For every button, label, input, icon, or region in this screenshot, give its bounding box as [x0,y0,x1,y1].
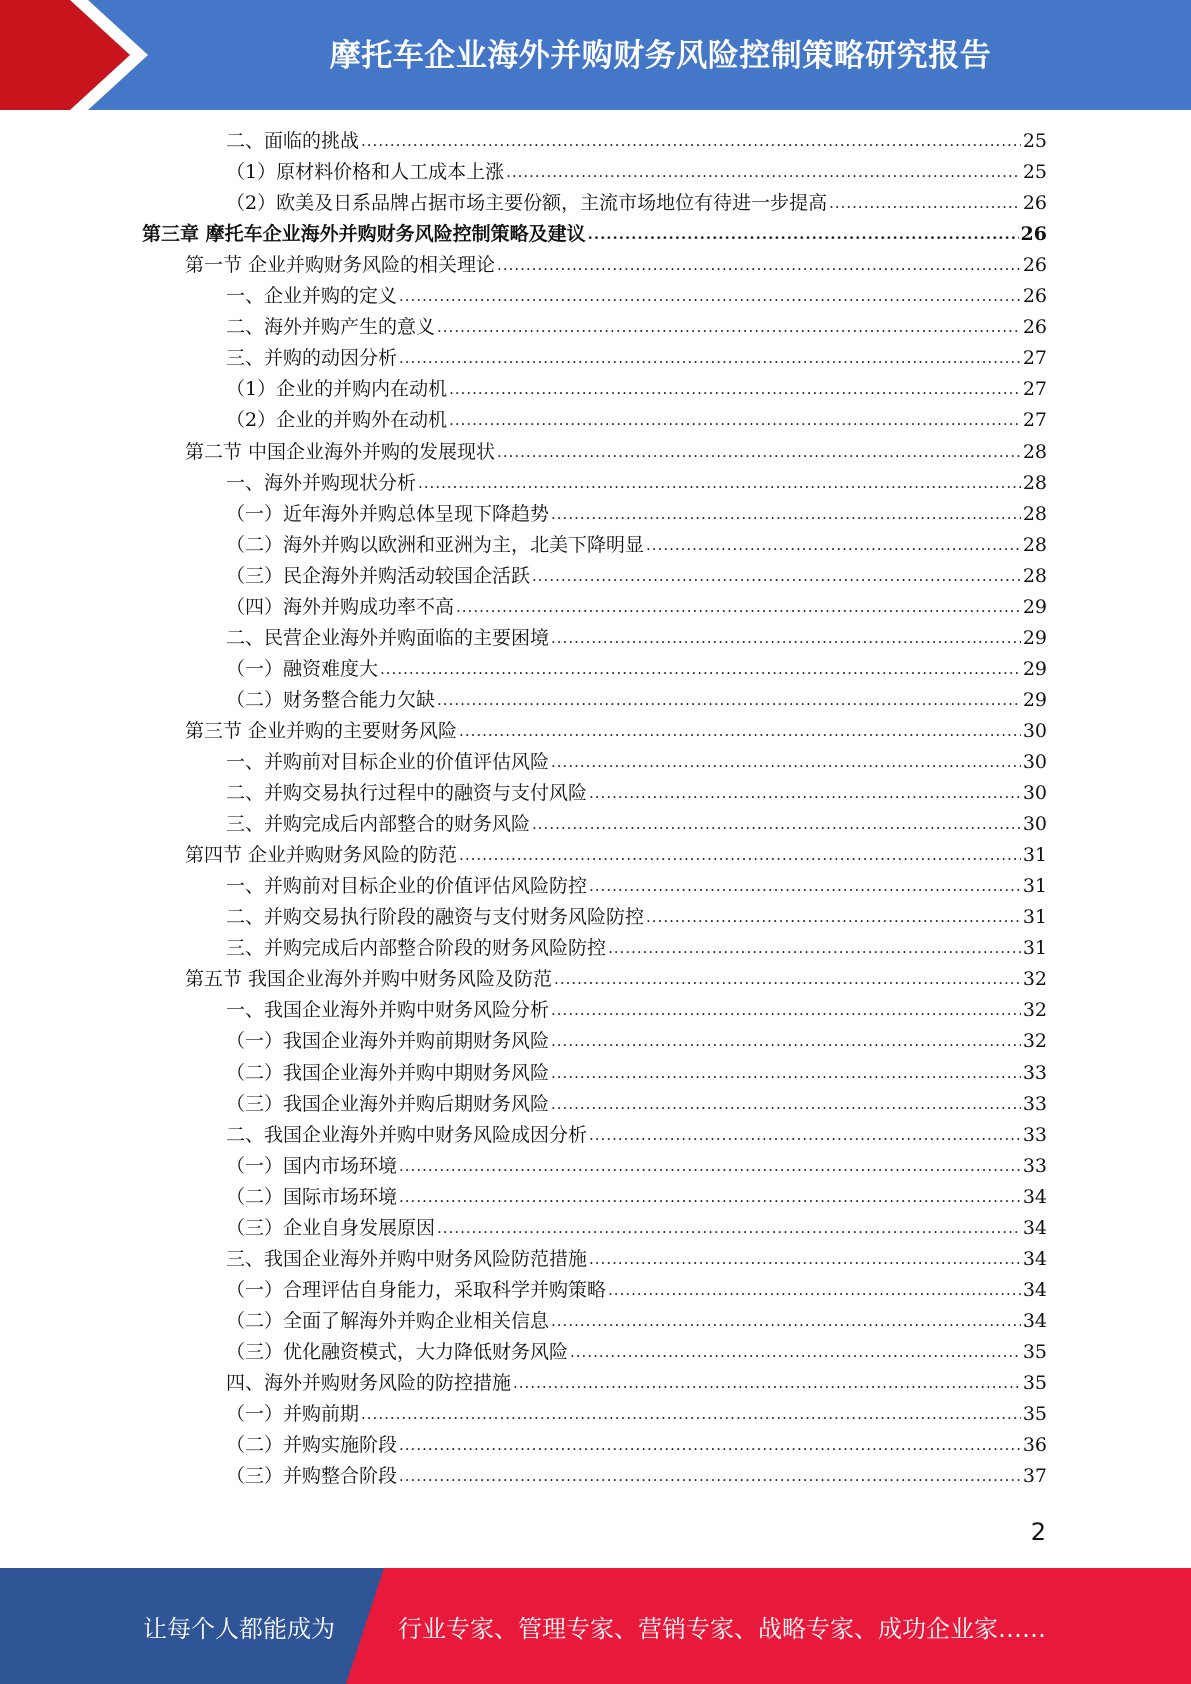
toc-entry[interactable] [185,437,1047,468]
toc-leader-dots [449,405,1021,436]
toc-entry-page: 32 [1022,968,1047,990]
toc-entry-label: 第四节 企业并购财务风险的防范 [185,844,458,866]
footer-slogan-left: 让每个人都能成为 [143,1614,335,1643]
toc-leader-dots [551,1089,1021,1120]
toc-leader-dots [551,499,1021,530]
toc-entry-page: 26 [1022,192,1047,214]
toc-entry-page: 33 [1022,1155,1047,1177]
toc-leader-dots [551,995,1021,1026]
toc-entry-label: （2）企业的并购外在动机 [226,409,448,431]
toc-entry-label: （一）国内市场环境 [226,1155,398,1177]
toc-entry-label: 二、民营企业海外并购面临的主要困境 [226,627,550,649]
toc-entry-page: 29 [1022,689,1047,711]
toc-entry[interactable] [226,188,1047,219]
toc-entry-page: 29 [1022,627,1047,649]
toc-entry-page: 30 [1022,813,1047,835]
toc-entry-label: （四）海外并购成功率不高 [226,596,455,618]
toc-leader-dots [589,1244,1021,1275]
toc-leader-dots [513,1368,1021,1399]
toc-entry-page: 28 [1022,441,1047,463]
toc-leader-dots [608,933,1021,964]
toc-entry[interactable] [226,1275,1047,1306]
toc-entry-label: 第二节 中国企业海外并购的发展现状 [185,441,496,463]
toc-leader-dots [399,281,1021,312]
toc-entry-page: 27 [1022,347,1047,369]
toc-entry[interactable] [226,1213,1047,1244]
toc-leader-dots [449,374,1021,405]
toc-leader-dots [551,623,1021,654]
toc-entry[interactable] [226,1151,1047,1182]
toc-entry-page: 26 [1022,316,1047,338]
toc-entry-label: （二）我国企业海外并购中期财务风险 [226,1062,550,1084]
toc-entry[interactable] [185,840,1047,871]
toc-entry-page: 34 [1022,1248,1047,1270]
toc-leader-dots [551,1058,1021,1089]
toc-entry[interactable] [185,716,1047,747]
toc-entry[interactable] [226,1368,1047,1399]
toc-leader-dots [551,747,1021,778]
toc-leader-dots [437,1213,1021,1244]
footer-slogan-right: 行业专家、管理专家、营销专家、战略专家、成功企业家…… [398,1614,1046,1643]
toc-entry-page: 28 [1022,503,1047,525]
toc-entry-label: （1）企业的并购内在动机 [226,378,448,400]
toc-entry[interactable] [226,530,1047,561]
toc-entry[interactable] [226,902,1047,933]
toc-leader-dots [497,250,1021,281]
toc-leader-dots [588,219,1019,250]
toc-entry-label: 第三节 企业并购的主要财务风险 [185,720,458,742]
toc-leader-dots [456,592,1021,623]
toc-entry[interactable] [226,809,1047,840]
toc-entry[interactable] [226,1430,1047,1461]
toc-leader-dots [418,468,1021,499]
toc-entry-page: 34 [1022,1279,1047,1301]
toc-entry-page: 25 [1022,130,1047,152]
document-title: 摩托车企业海外并购财务风险控制策略研究报告 [329,37,992,74]
toc-entry-label: （一）并购前期 [226,1403,360,1425]
toc-entry-page: 32 [1022,999,1047,1021]
toc-entry-label: （2）欧美及日系品牌占据市场主要份额，主流市场地位有待进一步提高 [226,192,828,214]
toc-entry-page: 31 [1022,875,1047,897]
toc-entry-label: 三、并购完成后内部整合阶段的财务风险防控 [226,937,607,959]
toc-entry-page: 29 [1022,658,1047,680]
toc-entry[interactable] [226,1461,1047,1492]
toc-entry-page: 31 [1022,844,1047,866]
toc-leader-dots [646,530,1021,561]
toc-entry-page: 26 [1020,223,1047,245]
toc-leader-dots [532,809,1021,840]
toc-entry[interactable] [226,1337,1047,1368]
toc-entry-label: 四、海外并购财务风险的防控措施 [226,1372,512,1394]
toc-entry-label: 二、面临的挑战 [226,130,360,152]
toc-entry[interactable] [226,1244,1047,1275]
toc-entry[interactable] [226,1026,1047,1057]
toc-entry[interactable] [226,374,1047,405]
toc-entry-label: （1）原材料价格和人工成本上涨 [226,161,505,183]
toc-leader-dots [437,685,1021,716]
toc-entry[interactable] [226,126,1047,157]
toc-leader-dots [589,778,1021,809]
toc-entry-label: （一）我国企业海外并购前期财务风险 [226,1030,550,1052]
toc-leader-dots [646,902,1021,933]
toc-entry[interactable] [185,964,1047,995]
toc-entry-label: （二）国际市场环境 [226,1186,398,1208]
toc-entry-label: 二、海外并购产生的意义 [226,316,436,338]
toc-entry-page: 28 [1022,472,1047,494]
toc-entry-page: 26 [1022,254,1047,276]
toc-entry-page: 32 [1022,1030,1047,1052]
toc-entry-label: 三、并购的动因分析 [226,347,398,369]
toc-entry[interactable] [142,219,1047,250]
toc-leader-dots [361,126,1021,157]
toc-entry-label: （三）我国企业海外并购后期财务风险 [226,1093,550,1115]
toc-entry-page: 29 [1022,596,1047,618]
toc-entry-label: （三）民企海外并购活动较国企活跃 [226,565,531,587]
toc-entry[interactable] [226,157,1047,188]
toc-entry[interactable] [226,933,1047,964]
toc-leader-dots [532,561,1021,592]
toc-entry-page: 35 [1022,1341,1047,1363]
toc-entry-label: （一）合理评估自身能力，采取科学并购策略 [226,1279,607,1301]
toc-leader-dots [399,1151,1021,1182]
toc-entry-page: 33 [1022,1093,1047,1115]
toc-entry-page: 28 [1022,565,1047,587]
page-header [0,0,1191,110]
toc-entry[interactable] [226,995,1047,1026]
toc-entry-label: （二）并购实施阶段 [226,1434,398,1456]
toc-entry[interactable] [226,499,1047,530]
toc-entry-label: 一、并购前对目标企业的价值评估风险防控 [226,875,588,897]
toc-leader-dots [589,1120,1021,1151]
toc-entry-label: （三）企业自身发展原因 [226,1217,436,1239]
toc-entry[interactable] [226,747,1047,778]
toc-entry-page: 35 [1022,1403,1047,1425]
page-number: 2 [1030,1518,1046,1546]
toc-entry[interactable] [226,312,1047,343]
toc-entry[interactable] [226,1120,1047,1151]
toc-entry-page: 25 [1022,161,1047,183]
toc-leader-dots [437,312,1021,343]
toc-entry-page: 36 [1022,1434,1047,1456]
toc-entry[interactable] [226,281,1047,312]
toc-entry-page: 30 [1022,720,1047,742]
toc-entry-label: 第五节 我国企业海外并购中财务风险及防范 [185,968,553,990]
toc-entry-page: 34 [1022,1186,1047,1208]
toc-entry[interactable] [226,685,1047,716]
toc-leader-dots [361,1399,1021,1430]
toc-entry-label: 二、并购交易执行过程中的融资与支付风险 [226,782,588,804]
toc-entry[interactable] [226,654,1047,685]
toc-entry-page: 31 [1022,906,1047,928]
toc-entry[interactable] [226,592,1047,623]
toc-entry-page: 26 [1022,285,1047,307]
toc-entry-page: 34 [1022,1217,1047,1239]
toc-entry-label: （三）优化融资模式，大力降低财务风险 [226,1341,569,1363]
toc-entry-label: 二、并购交易执行阶段的融资与支付财务风险防控 [226,906,645,928]
toc-leader-dots [497,437,1021,468]
toc-leader-dots [551,1306,1021,1337]
page-footer [0,1568,1191,1684]
toc-leader-dots [570,1337,1021,1368]
toc-entry[interactable] [226,1182,1047,1213]
toc-entry-label: 三、我国企业海外并购中财务风险防范措施 [226,1248,588,1270]
toc-entry-label: （二）全面了解海外并购企业相关信息 [226,1310,550,1332]
toc-entry-page: 30 [1022,751,1047,773]
toc-entry-label: 一、我国企业海外并购中财务风险分析 [226,999,550,1021]
toc-entry-label: 一、并购前对目标企业的价值评估风险 [226,751,550,773]
toc-entry-page: 33 [1022,1062,1047,1084]
toc-entry-page: 34 [1022,1310,1047,1332]
toc-entry-label: 第一节 企业并购财务风险的相关理论 [185,254,496,276]
toc-leader-dots [554,964,1021,995]
toc-entry-label: （一）融资难度大 [226,658,379,680]
toc-leader-dots [829,188,1021,219]
toc-leader-dots [399,1182,1021,1213]
toc-leader-dots [459,716,1021,747]
toc-entry-page: 27 [1022,378,1047,400]
toc-entry-page: 31 [1022,937,1047,959]
toc-entry[interactable] [226,1089,1047,1120]
toc-entry[interactable] [226,1058,1047,1089]
toc-entry-label: 二、我国企业海外并购中财务风险成因分析 [226,1124,588,1146]
toc-entry-label: 第三章 摩托车企业海外并购财务风险控制策略及建议 [142,223,586,245]
toc-entry-page: 35 [1022,1372,1047,1394]
toc-leader-dots [608,1275,1021,1306]
toc-leader-dots [380,654,1021,685]
toc-leader-dots [589,871,1021,902]
toc-entry[interactable] [185,250,1047,281]
toc-entry-label: （二）财务整合能力欠缺 [226,689,436,711]
toc-entry-label: 一、海外并购现状分析 [226,472,417,494]
toc-entry[interactable] [226,871,1047,902]
toc-entry[interactable] [226,1399,1047,1430]
toc-entry-page: 28 [1022,534,1047,556]
toc-entry[interactable] [226,623,1047,654]
toc-entry-page: 33 [1022,1124,1047,1146]
toc-entry-label: 三、并购完成后内部整合的财务风险 [226,813,531,835]
toc-entry[interactable] [226,1306,1047,1337]
toc-entry[interactable] [226,468,1047,499]
toc-entry-label: （一）近年海外并购总体呈现下降趋势 [226,503,550,525]
toc-entry[interactable] [226,405,1047,436]
toc-entry-page: 30 [1022,782,1047,804]
toc-entry-page: 27 [1022,409,1047,431]
toc-entry[interactable] [226,561,1047,592]
toc-leader-dots [459,840,1021,871]
toc-leader-dots [399,343,1021,374]
toc-leader-dots [399,1430,1021,1461]
toc-leader-dots [506,157,1021,188]
toc-entry-label: 一、企业并购的定义 [226,285,398,307]
toc-leader-dots [551,1026,1021,1057]
toc-entry[interactable] [226,778,1047,809]
toc-entry[interactable] [226,343,1047,374]
toc-entry-label: （二）海外并购以欧洲和亚洲为主，北美下降明显 [226,534,645,556]
toc-leader-dots [399,1461,1021,1492]
toc-entry-label: （三）并购整合阶段 [226,1465,398,1487]
toc-entry-page: 37 [1022,1465,1047,1487]
